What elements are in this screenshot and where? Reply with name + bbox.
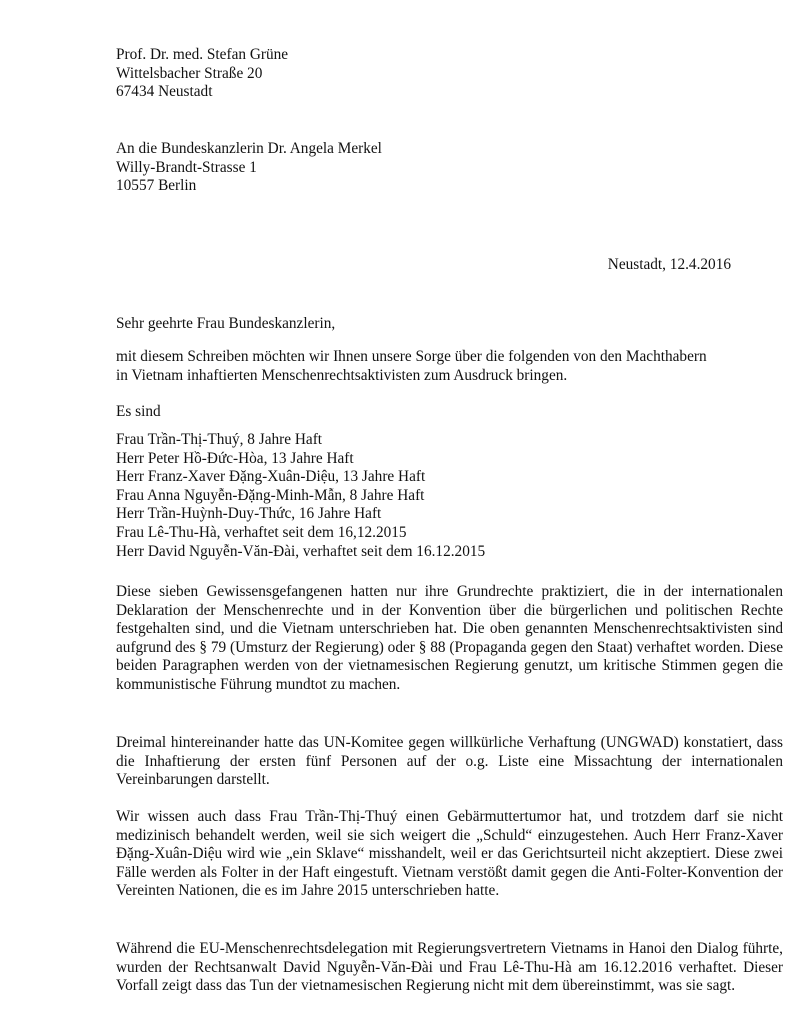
prisoner-item: Frau Lê-Thu-Hà, verhaftet seit dem 16,12.2015 bbox=[116, 523, 407, 541]
intro-line: mit diesem Schreiben möchten wir Ihnen unsere Sorge über die folgenden von den Machthabern bbox=[116, 348, 707, 365]
sender-name: Prof. Dr. med. Stefan Grüne bbox=[116, 46, 289, 63]
recipient-street: Willy-Brandt-Strasse 1 bbox=[116, 158, 257, 176]
recipient-address bbox=[116, 140, 783, 196]
body-paragraph: Während die EU-Menschenrechtsdelegation mit Regierungsvertretern Vietnams in Hanoi den Dialog führte, wurden der Rechtsanwalt David Nguyễn-Văn-Đài und Frau Lê-Thu-Hà am 16.12.2016 verhaftet. Dieser Vorfall zeigt dass das Tun der vietnamesischen Regierung nicht mit dem übereinstimmt, was sie sagt. bbox=[116, 940, 783, 995]
prisoner-item: Frau Trần-Thị-Thuý, 8 Jahre Haft bbox=[116, 431, 323, 448]
intro-paragraph bbox=[116, 348, 783, 385]
prisoner-item: Herr Trần-Huỳnh-Duy-Thức, 16 Jahre Haft bbox=[116, 505, 382, 523]
recipient-city: 10557 Berlin bbox=[116, 177, 197, 195]
prisoner-list bbox=[116, 431, 783, 561]
body-paragraph: Dreimal hintereinander hatte das UN-Komitee gegen willkürliche Verhaftung (UNGWAD) konstatiert, dass die Inhaftierung der ersten fünf Personen auf der o.g. Liste eine Missachtung der internationalen Vereinbarungen darstellt. bbox=[116, 734, 783, 789]
body-paragraph: Diese sieben Gewissensgefangenen hatten nur ihre Grundrechte praktiziert, die in der internationalen Deklaration der Menschenrechte und in der Konvention über die bürgerlichen und politischen Rechte festgehalten sind, und die Vietnam unterschrieben hat. Die oben genannten Menschenrechtsaktivisten sind aufgrund des § 79 (Umsturz der Regierung) oder § 88 (Propaganda gegen den Staat) verhaftet worden. Diese beiden Paragraphen werden von der vietnamesischen Regierung genutzt, um kritische Stimmen gegen die kommunistische Führung mundtot zu machen. bbox=[116, 583, 783, 693]
intro-line: in Vietnam inhaftierten Menschenrechtsaktivisten zum Ausdruck bringen. bbox=[116, 366, 568, 384]
sender-address bbox=[116, 46, 783, 102]
prisoner-item: Herr Franz-Xaver Đặng-Xuân-Diệu, 13 Jahre Haft bbox=[116, 468, 426, 486]
recipient-name: An die Bundeskanzlerin Dr. Angela Merkel bbox=[116, 140, 382, 157]
list-intro: Es sind bbox=[116, 403, 161, 420]
sender-street: Wittelsbacher Straße 20 bbox=[116, 64, 263, 82]
prisoner-item: Herr Peter Hồ-Đức-Hòa, 13 Jahre Haft bbox=[116, 449, 354, 467]
letter-date: Neustadt, 12.4.2016 bbox=[607, 256, 731, 273]
body-paragraph: Wir wissen auch dass Frau Trần-Thị-Thuý einen Gebärmuttertumor hat, und trotzdem darf sie nicht medizinisch behandelt werden, weil sie sich weigert die „Schuld“ einzugestehen. Auch Herr Franz-Xaver Đặng-Xuân-Diệu wird wie „ein Sklave“ misshandelt, weil er das Gerichtsurteil nicht akzeptiert. Diese zwei Fälle werden als Folter in der Haft eingestuft. Vietnam verstößt damit gegen die Anti-Folter-Konvention der Vereinten Nationen, die es im Jahre 2015 unterschrieben hatte. bbox=[116, 808, 783, 900]
prisoner-item: Herr David Nguyễn-Văn-Đài, verhaftet seit dem 16.12.2015 bbox=[116, 542, 486, 560]
sender-city: 67434 Neustadt bbox=[116, 83, 213, 101]
prisoner-item: Frau Anna Nguyễn-Đặng-Minh-Mẫn, 8 Jahre Haft bbox=[116, 486, 425, 504]
salutation: Sehr geehrte Frau Bundeskanzlerin, bbox=[116, 315, 336, 332]
